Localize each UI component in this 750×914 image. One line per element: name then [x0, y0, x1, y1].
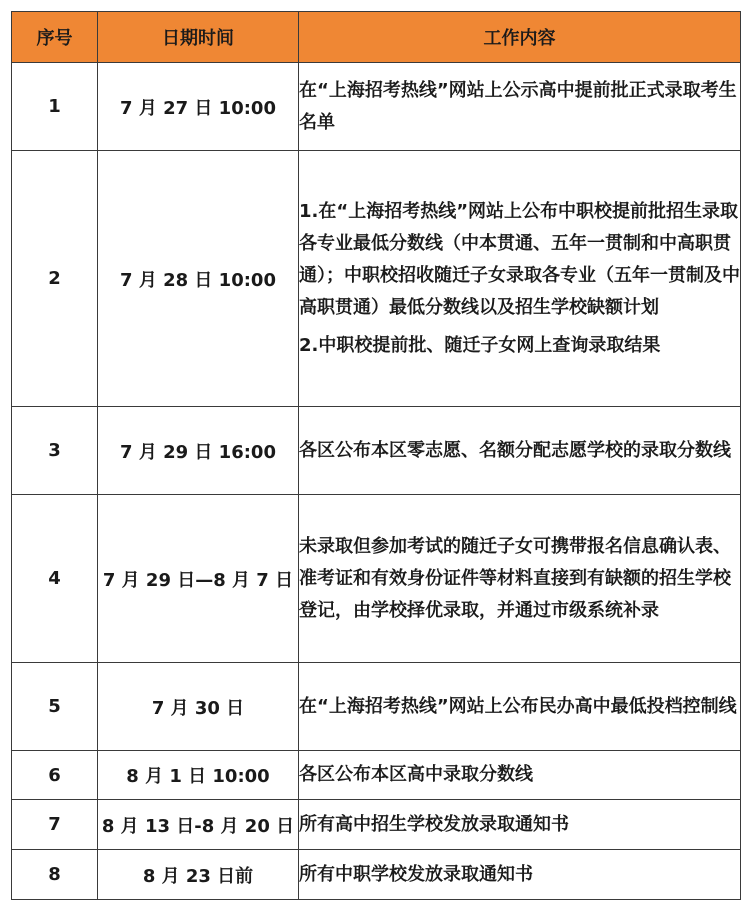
row-date: 7 月 30 日 [98, 663, 299, 751]
row-num: 3 [12, 407, 98, 495]
table-row [12, 151, 741, 407]
row-task [299, 495, 741, 663]
task-paragraph: 2.中职校提前批、随迁子女网上查询录取结果 [299, 334, 661, 356]
row-date: 8 月 1 日 10:00 [98, 751, 299, 800]
table-row [12, 407, 741, 495]
row-task [299, 663, 741, 751]
header-num: 序号 [12, 12, 98, 63]
row-task [299, 800, 741, 850]
row-date: 7 月 27 日 10:00 [98, 63, 299, 151]
table-row [12, 751, 741, 800]
task-paragraph: 各区公布本区高中录取分数线 [299, 764, 533, 785]
row-num: 6 [12, 751, 98, 800]
row-date: 7 月 29 日 16:00 [98, 407, 299, 495]
row-num: 1 [12, 63, 98, 151]
task-paragraph: 在“上海招考热线”网站上公示高中提前批正式录取考生名单 [299, 79, 737, 133]
row-task [299, 850, 741, 900]
task-paragraph: 未录取但参加考试的随迁子女可携带报名信息确认表、准考证和有效身份证件等材料直接到有缺额的招生学校登记，由学校择优录取，并通过市级系统补录 [299, 535, 731, 621]
table-row [12, 63, 741, 151]
row-num: 8 [12, 850, 98, 900]
header-task: 工作内容 [299, 12, 741, 63]
table-row [12, 850, 741, 900]
row-task [299, 407, 741, 495]
row-date: 7 月 29 日—8 月 7 日 [98, 495, 299, 663]
row-num: 5 [12, 663, 98, 751]
row-num: 2 [12, 151, 98, 407]
row-task [299, 151, 741, 407]
row-task [299, 751, 741, 800]
table-row [12, 663, 741, 751]
row-num: 7 [12, 800, 98, 850]
header-row [12, 12, 741, 63]
table-row [12, 495, 741, 663]
task-paragraph: 所有中职学校发放录取通知书 [299, 863, 533, 885]
row-task [299, 63, 741, 151]
row-date: 8 月 23 日前 [98, 850, 299, 900]
row-date: 8 月 13 日-8 月 20 日 [98, 800, 299, 850]
admission-schedule-table [11, 11, 741, 900]
task-paragraph: 在“上海招考热线”网站上公布民办高中最低投档控制线 [299, 695, 737, 717]
task-paragraph: 各区公布本区零志愿、名额分配志愿学校的录取分数线 [299, 439, 731, 461]
row-date: 7 月 28 日 10:00 [98, 151, 299, 407]
task-paragraph: 1.在“上海招考热线”网站上公布中职校提前批招生录取各专业最低分数线（中本贯通、五年一贯制和中高职贯通）；中职校招收随迁子女录取各专业（五年一贯制及中高职贯通）最低分数线以及招生学校缺额计划 [299, 200, 740, 318]
task-paragraph: 所有高中招生学校发放录取通知书 [299, 813, 569, 835]
table-row [12, 800, 741, 850]
header-date: 日期时间 [98, 12, 299, 63]
row-num: 4 [12, 495, 98, 663]
